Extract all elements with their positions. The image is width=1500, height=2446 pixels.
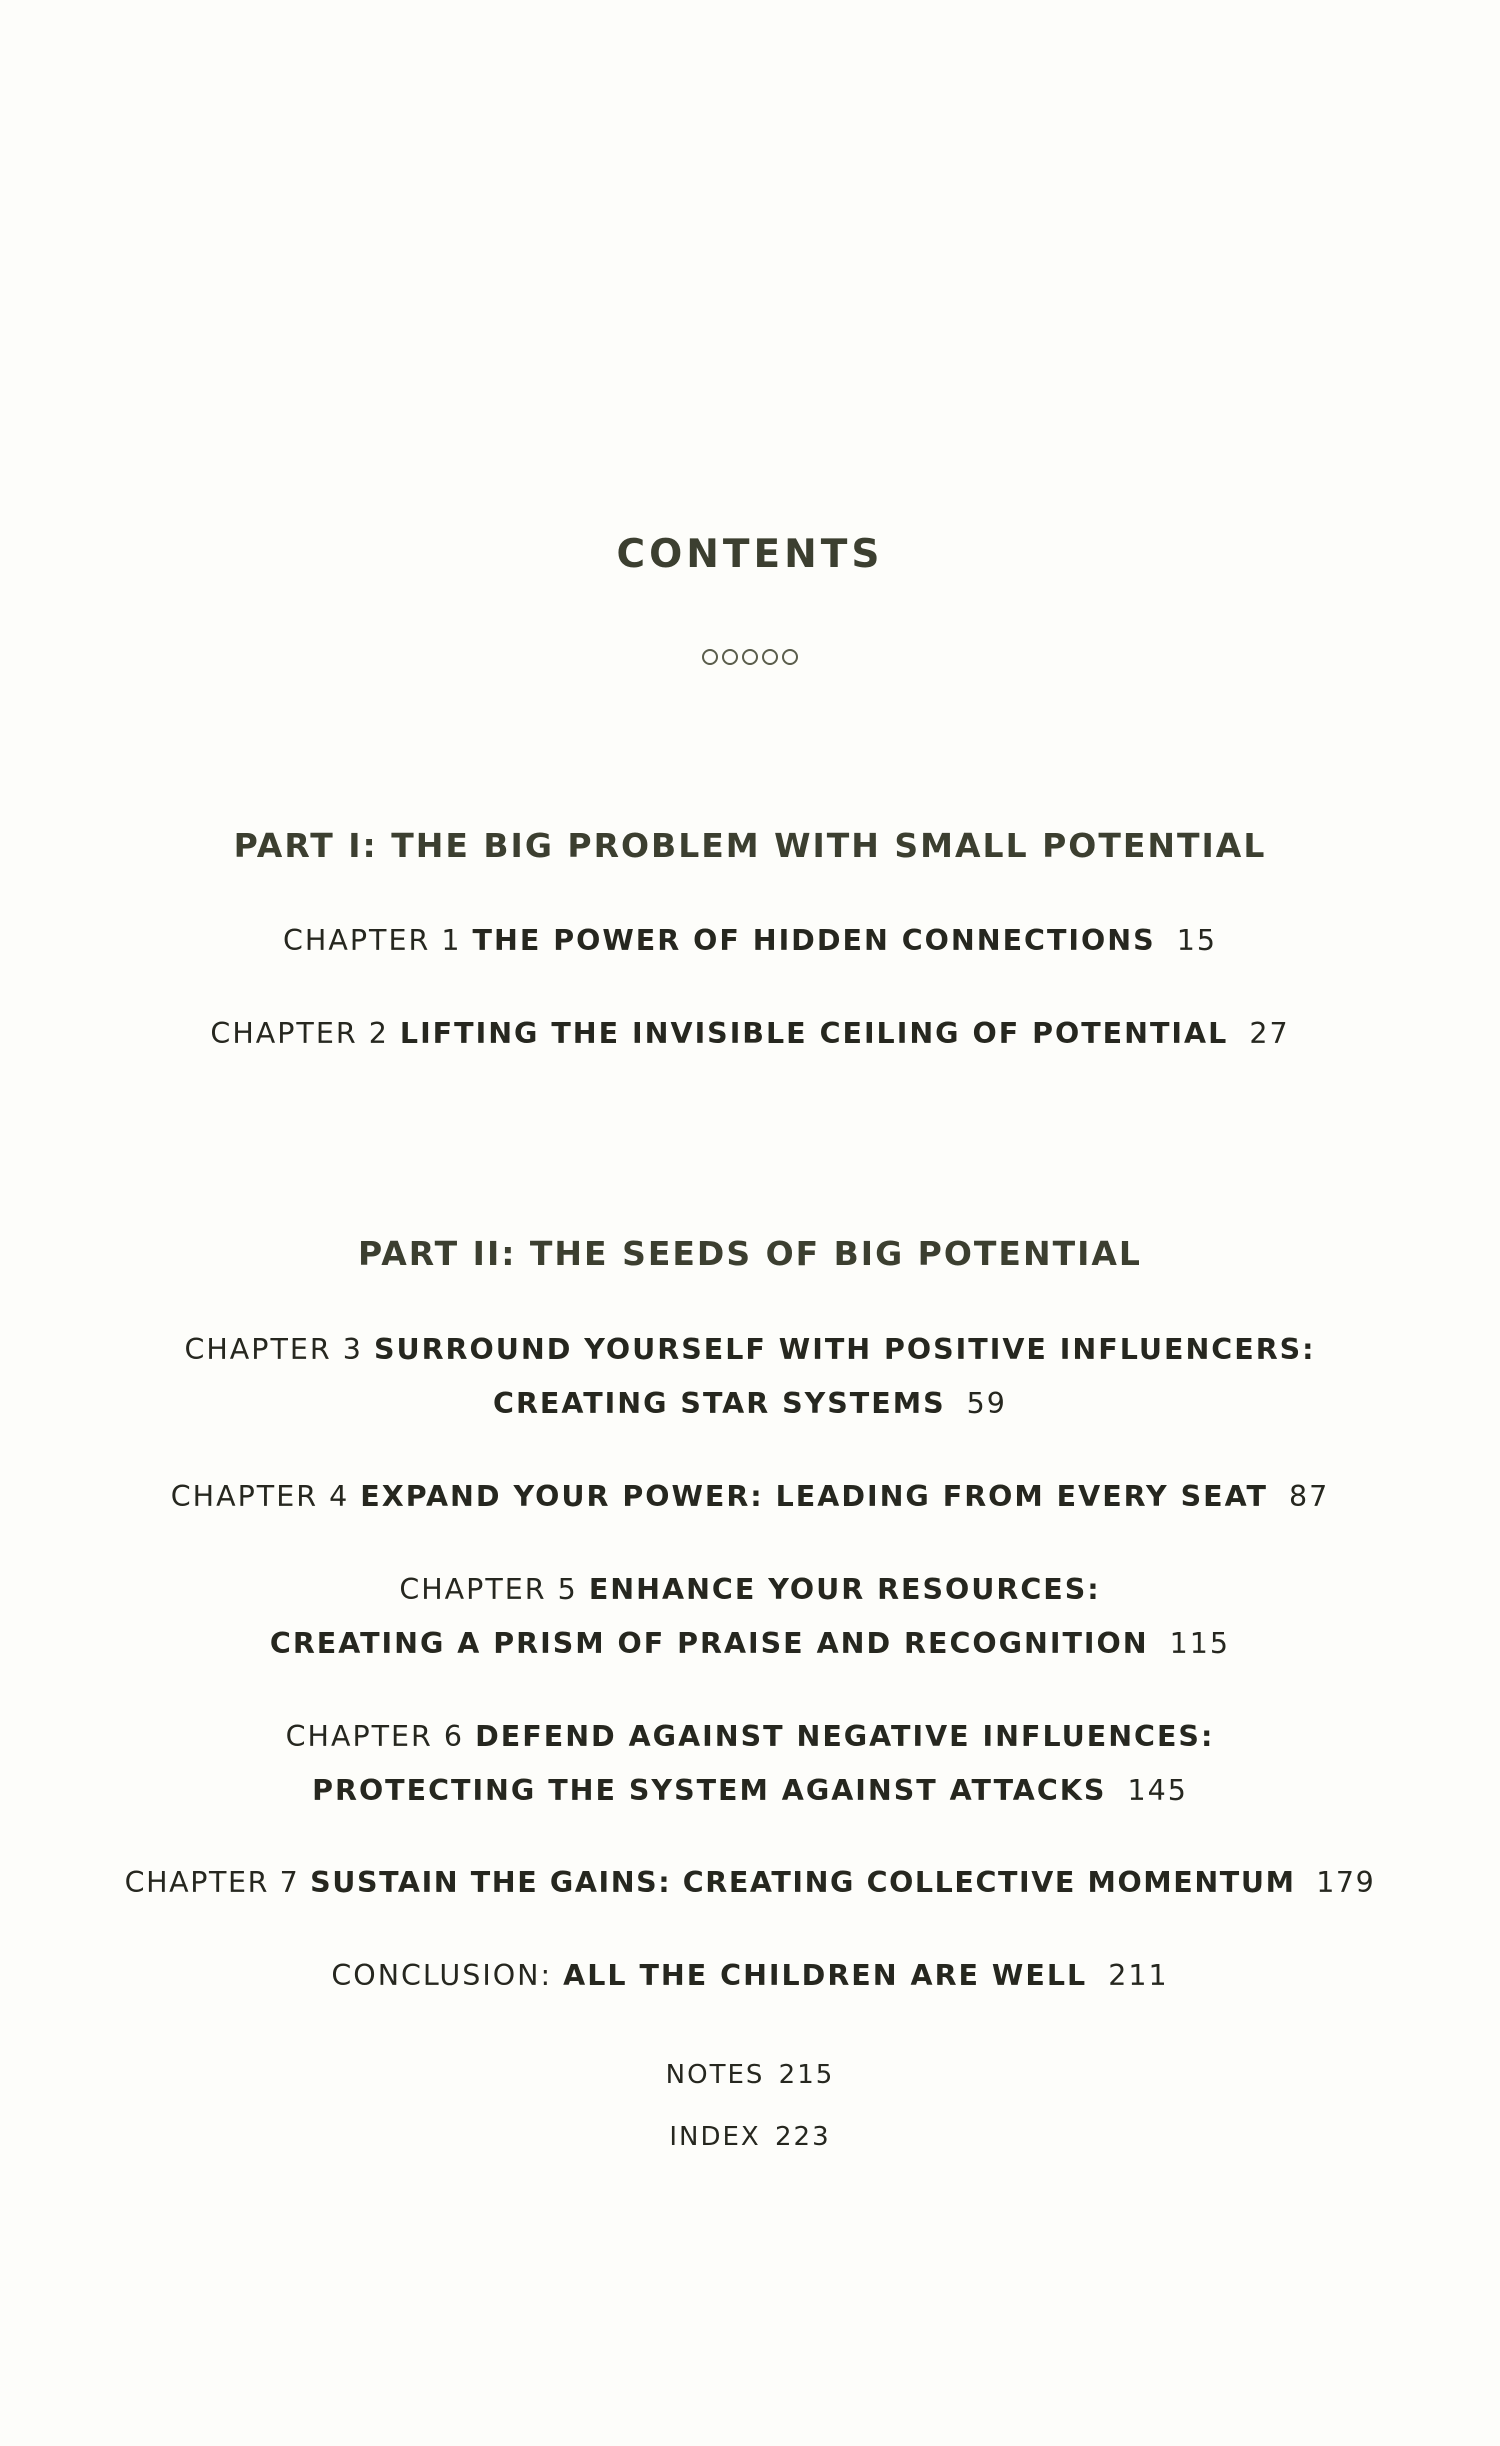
chapter-label: CHAPTER 1: [283, 924, 462, 957]
ornament-circles: [0, 649, 1500, 665]
page-number: 59: [966, 1387, 1007, 1420]
page-number: 87: [1288, 1480, 1330, 1513]
conclusion-label: CONCLUSION:: [331, 1959, 553, 1992]
toc-entry-conclusion: [0, 1959, 1500, 1992]
toc-entry-chapter-1: [0, 924, 1500, 957]
toc-entry-index: [0, 2122, 1500, 2152]
part-2-heading: PART II: THE SEEDS OF BIG POTENTIAL: [358, 1234, 1142, 1273]
circle-icon: [722, 649, 738, 665]
chapter-title: THE POWER OF HIDDEN CONNECTIONS: [472, 924, 1156, 957]
chapter-title: CREATING STAR SYSTEMS: [493, 1387, 946, 1420]
page-number: 115: [1169, 1627, 1231, 1660]
toc-entry-chapter-7: [0, 1866, 1500, 1899]
chapter-title: SUSTAIN THE GAINS: CREATING COLLECTIVE MOMENTUM: [310, 1866, 1296, 1899]
chapter-title: EXPAND YOUR POWER: LEADING FROM EVERY SEAT: [360, 1480, 1268, 1513]
toc-entry-chapter-6-continued: [0, 1774, 1500, 1807]
circle-icon: [742, 649, 758, 665]
toc-entry-chapter-5: [0, 1573, 1500, 1606]
page-number: 215: [778, 2060, 835, 2090]
notes-label: NOTES: [665, 2060, 765, 2090]
page-title: CONTENTS: [616, 532, 884, 577]
chapter-label: CHAPTER 3: [184, 1333, 363, 1366]
toc-entry-chapter-3-continued: [0, 1387, 1500, 1420]
page-number: 211: [1108, 1959, 1169, 1992]
circle-icon: [702, 649, 718, 665]
page-number: 27: [1249, 1017, 1290, 1050]
part-1-heading: PART I: THE BIG PROBLEM WITH SMALL POTENTIAL: [233, 826, 1267, 865]
chapter-label: CHAPTER 7: [124, 1866, 300, 1899]
toc-entry-chapter-4: [0, 1480, 1500, 1513]
toc-entry-chapter-3: [0, 1333, 1500, 1366]
chapter-title: LIFTING THE INVISIBLE CEILING OF POTENTIAL: [399, 1017, 1229, 1050]
toc-entry-chapter-6: [0, 1720, 1500, 1753]
toc-entry-notes: [0, 2060, 1500, 2090]
chapter-title: ENHANCE YOUR RESOURCES:: [588, 1573, 1101, 1606]
toc-entry-chapter-5-continued: [0, 1627, 1500, 1660]
chapter-title: PROTECTING THE SYSTEM AGAINST ATTACKS: [312, 1774, 1107, 1807]
conclusion-title: ALL THE CHILDREN ARE WELL: [563, 1959, 1088, 1992]
page-number: 223: [775, 2122, 831, 2152]
circle-icon: [782, 649, 798, 665]
page-number: 145: [1127, 1774, 1188, 1807]
chapter-title: DEFEND AGAINST NEGATIVE INFLUENCES:: [475, 1720, 1215, 1753]
toc-entry-chapter-2: [0, 1017, 1500, 1050]
chapter-label: CHAPTER 4: [170, 1480, 350, 1513]
chapter-label: CHAPTER 2: [210, 1017, 389, 1050]
chapter-title: CREATING A PRISM OF PRAISE AND RECOGNITION: [269, 1627, 1149, 1660]
index-label: INDEX: [669, 2122, 761, 2152]
page-number: 15: [1176, 924, 1217, 957]
chapter-label: CHAPTER 5: [399, 1573, 578, 1606]
chapter-label: CHAPTER 6: [285, 1720, 465, 1753]
page-number: 179: [1316, 1866, 1376, 1899]
chapter-title: SURROUND YOURSELF WITH POSITIVE INFLUENCERS:: [373, 1333, 1316, 1366]
circle-icon: [762, 649, 778, 665]
